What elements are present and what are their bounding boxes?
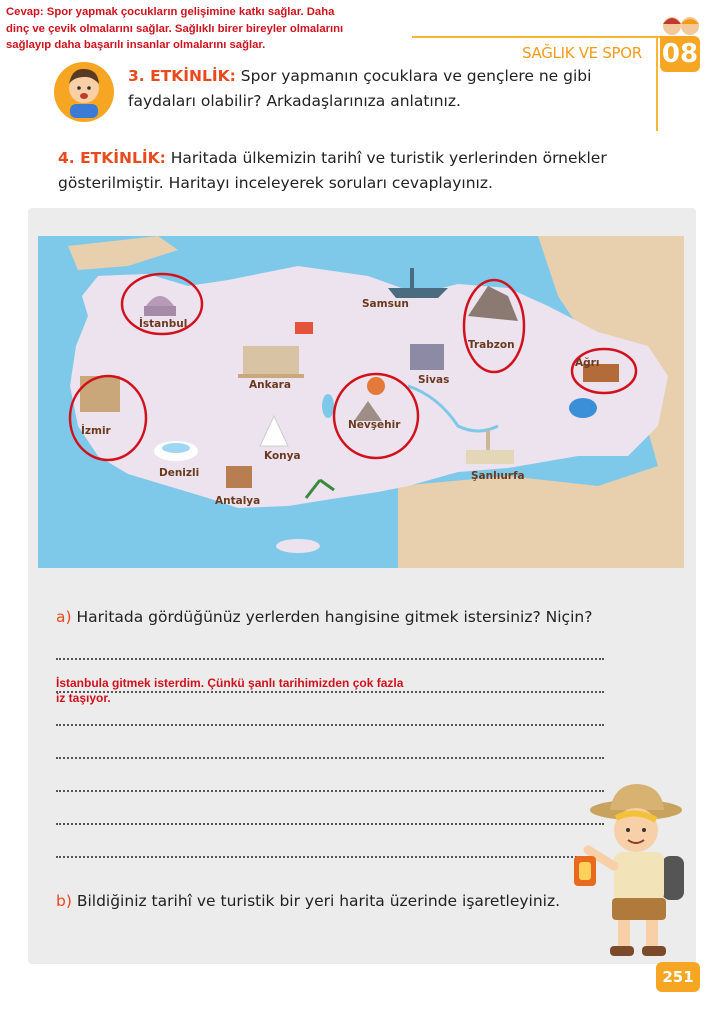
kids-icon xyxy=(660,12,702,36)
question-a-text: Haritada gördüğünüz yerlerden hangisine gitmek istersiniz? Niçin? xyxy=(76,608,593,626)
page-number: 251 xyxy=(656,962,700,992)
answer-line[interactable] xyxy=(56,821,604,825)
city-label-denizli: Denizli xyxy=(159,467,200,479)
izmir-library-icon xyxy=(80,376,120,412)
answer-text-top: Cevap: Spor yapmak çocukların gelişimine katkı sağlar. Daha dinç ve çevik olmalarını sağlar. Sağlıklı birer bireyler olmalarını sağlayıp daha başarılı insanlar olmalarını sağlar. xyxy=(6,6,344,51)
activity-4-text: Haritada ülkemizin tarihî ve turistik yerlerinden örnekler gösterilmiştir. Haritayı inceleyerek soruları cevaplayınız. xyxy=(58,149,607,192)
answer-line[interactable] xyxy=(56,656,604,660)
activity-3 xyxy=(128,64,663,114)
answer-text-a: İstanbula gitmek isterdim. Çünkü şanlı tarihimizden çok fazla iz taşıyor. xyxy=(56,676,404,705)
answer-line[interactable] xyxy=(56,755,604,759)
city-label-ankara: Ankara xyxy=(249,379,291,391)
explorer-boy-illustration xyxy=(566,780,690,960)
boy-avatar xyxy=(52,58,116,122)
header-rule xyxy=(412,36,662,38)
city-label-trabzon: Trabzon xyxy=(468,339,515,351)
answer-line[interactable] xyxy=(56,854,604,858)
lake-van xyxy=(569,398,597,418)
city-label-nevsehir: Nevşehir xyxy=(348,419,401,431)
answer-line[interactable] xyxy=(56,722,604,726)
denizli-pamukkale-icon xyxy=(154,441,198,461)
city-label-izmir: İzmir xyxy=(81,425,111,437)
section-number: 08 xyxy=(660,36,700,72)
question-b xyxy=(56,892,560,910)
answer-line[interactable] xyxy=(56,788,604,792)
question-b-text: Bildiğiniz tarihî ve turistik bir yeri harita üzerinde işaretleyiniz. xyxy=(76,892,561,910)
city-label-konya: Konya xyxy=(264,450,301,462)
city-label-samsun: Samsun xyxy=(362,298,409,310)
city-label-agri: Ağrı xyxy=(575,357,600,369)
activity-4 xyxy=(58,146,658,196)
city-label-sivas: Sivas xyxy=(418,374,450,386)
activity-4-label: 4. ETKİNLİK: xyxy=(58,149,166,167)
city-label-sanliurfa: Şanlıurfa xyxy=(471,470,525,482)
sivas-mosque-icon xyxy=(410,344,444,370)
question-a-label: a) xyxy=(56,608,72,626)
city-label-istanbul: İstanbul xyxy=(139,318,188,330)
question-a xyxy=(56,608,592,626)
activity-3-text: Spor yapmanın çocuklara ve gençlere ne gibi faydaları olabilir? Arkadaşlarınıza anlatınız. xyxy=(128,67,592,110)
turkey-map xyxy=(38,236,684,568)
cyprus xyxy=(276,539,320,553)
section-title: SAĞLIK VE SPOR xyxy=(522,44,642,62)
question-b-label: b) xyxy=(56,892,72,910)
activity-3-label: 3. ETKİNLİK: xyxy=(128,67,236,85)
city-label-antalya: Antalya xyxy=(215,495,261,507)
lake-tuz xyxy=(322,394,334,418)
